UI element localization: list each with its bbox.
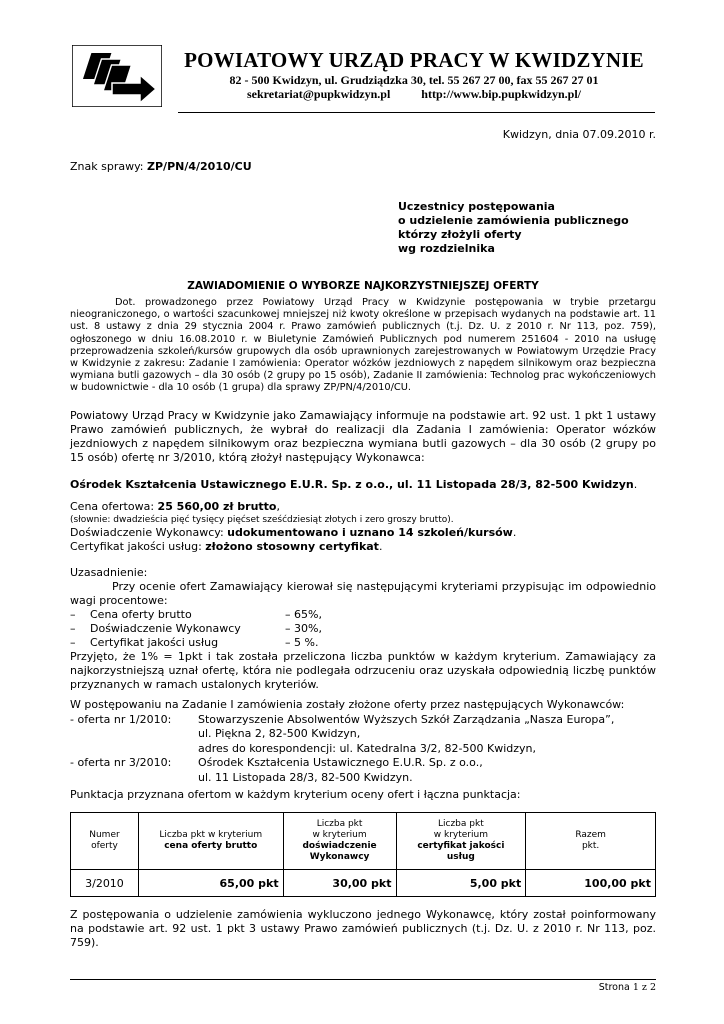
cell-certificate-points: 5,00 pkt [396,870,526,897]
header-line: Liczba pkt w kryterium [159,830,263,840]
experience-end: . [512,526,517,539]
offer-line: ul. 11 Listopada 28/3, 82-500 Kwidzyn. [198,770,413,784]
experience-value: udokumentowano i uznano 14 szkoleń/kursów [227,526,513,539]
header-total [526,813,656,870]
footer-divider [70,979,656,980]
offer-label: - oferta nr 3/2010: [70,756,172,769]
header-line: Liczba pkt [316,819,363,829]
intro-paragraph: Dot. prowadzonego przez Powiatowy Urząd Pracy w Kwidzynie postępowania w trybie przetargu nieograniczonego, o wartości szacunkowej mniejszej niż kwoty określone w przepisach wydanych na podstawie art. 11 ust. 8 ustawy z dnia 29 stycznia 2004 r. Prawo zamówień publicznych (t.j. Dz. U. z 2010 r. Nr 113, poz. 759), ogłoszonego w dniu 16.08.2010 r. w Biuletynie Zamówień Publicznych pod numerem 251604 - 2010 na usługę przeprowadzenia szkoleń/kursów grupowych dla osób uprawnionych zarejestrowanych w Powiatowym Urzędzie Pracy w Kwidzynie z zakresu: Zadanie I zamówienia: Operator wózków jezdniowych z napędem silnikowym oraz bezpieczna wymiana butli gazowych – dla 30 osób (2 grupy po 15 osób), Zadanie II zamówienia: Technolog prac wykończeniowych w budownictwie - dla 10 osób (1 grupa) dla sprawy ZP/PN/4/2010/CU. [70,297,656,394]
criterion-row [70,622,656,636]
header-line: cena oferty brutto [164,841,258,851]
header-line: oferty [91,841,118,851]
page-number: 1 [632,982,639,993]
office-contact [178,87,650,101]
contractor-name: Ośrodek Kształcenia Ustawicznego E.U.R. Sp. z o.o., ul. 11 Listopada 28/3, 82-500 Kwidzyn [70,478,634,491]
header-price-points [138,813,283,870]
criterion-dash: – [70,608,76,621]
office-name: POWIATOWY URZĄD PRACY W KWIDZYNIE [184,48,644,72]
recipient-line: Uczestnicy postępowania [398,200,555,213]
recipients-block [398,200,629,256]
offer-label: - oferta nr 1/2010: [70,712,172,726]
contractor-end: . [633,478,638,491]
header-line: w kryterium [433,830,488,840]
criterion-dash: – [70,636,76,649]
cell-experience-points: 30,00 pkt [283,870,396,897]
experience-line [70,526,516,540]
certificate-value: złożono stosowny certyfikat [205,540,379,553]
recipient-line: o udzielenie zamówienia publicznego [398,214,629,227]
header-line: Razem [575,830,606,840]
header-experience-points [283,813,396,870]
recipient-line: którzy złożyli oferty [398,228,522,241]
document-date: Kwidzyn, dnia 07.09.2010 r. [502,128,656,141]
cell-total: 100,00 pkt [526,870,656,897]
criterion-name: Doświadczenie Wykonawcy [90,622,241,635]
justification-conclusion: Przyjęto, że 1% = 1pkt i tak została przeliczona liczba punktów w każdym kryterium. Zamawiający za najkorzystniejszą uznał ofertę, która nie podlegała odrzuceniu oraz uzyskała odpowiednią liczbę punktów przyznanych w ramach ustalonych kryteriów. [70,650,656,691]
header-line: w kryterium [312,830,367,840]
justification-block [70,566,656,692]
header-divider [178,112,655,113]
price-line [70,500,516,514]
case-number: ZP/PN/4/2010/CU [147,160,252,173]
price-label: Cena ofertowa: [70,500,158,513]
notice-title: ZAWIADOMIENIE O WYBORZE NAJKORZYSTNIEJSZEJ OFERTY [187,280,539,292]
offer-line: adres do korespondencji: ul. Katedralna 3/2, 82-500 Kwidzyn, [198,741,536,755]
office-email[interactable]: sekretariat@pupkwidzyn.pl [246,87,391,101]
offer-item [70,713,656,757]
scoring-intro: Punktacja przyznana ofertom w każdym kryterium oceny ofert i łączna punktacja: [70,788,521,801]
criterion-row [70,636,656,650]
criterion-weight: – 65%, [285,608,322,621]
office-address: 82 - 500 Kwidzyn, ul. Grudziądzka 30, tel. 55 267 27 00, fax 55 267 27 01 [229,73,599,87]
recipient-line: wg rozdzielnika [398,242,495,255]
header-line: pkt. [581,841,600,851]
criterion-dash: – [70,622,76,635]
criterion-weight: – 30%, [285,622,322,635]
closing-paragraph: Z postępowania o udzielenie zamówienia wykluczono jednego Wykonawcę, który został poinformowany na podstawie art. 92 ust. 1 pkt 3 ustawy Prawo zamówień publicznych (t.j. Dz. U. z 2010 r. Nr 113, poz. 759). [70,908,656,949]
page-separator: z [641,982,647,993]
page-label: Strona [598,982,630,993]
header-offer-number [71,813,139,870]
justification-intro: Przy ocenie ofert Zamawiający kierował się następującymi kryteriami przypisując im odpowiednio wagi procentowe: [70,580,656,607]
header-line: certyfikat jakości [417,841,505,851]
cell-offer-number: 3/2010 [71,870,139,897]
selection-paragraph: Powiatowy Urząd Pracy w Kwidzynie jako Zamawiający informuje na podstawie art. 92 ust. 1 pkt 1 ustawy Prawo zamówień publicznych, że wybrał do realizacji dla Zadania I zamówienia: Operator wózków jezdniowych z napędem silnikowym oraz bezpieczna wymiana butli gazowych – dla 30 osób (2 grupy po 15 osób) ofertę nr 3/2010, którą złożył następujący Wykonawca: [70,409,656,464]
certificate-end: . [378,540,383,553]
criterion-weight: – 5 %. [285,636,319,649]
price-in-words: (słownie: dwadzieścia pięć tysięcy pięćset sześćdziesiąt złotych i zero groszy brutto). [70,515,454,525]
page-total: 2 [649,982,656,993]
offer-line: Ośrodek Kształcenia Ustawicznego E.U.R. Sp. z o.o., [198,756,483,769]
header-line: Wykonawcy [309,852,370,862]
offer-line: ul. Piękna 2, 82-500 Kwidzyn, [198,727,361,740]
table-header-row [71,813,656,870]
offer-line: Stowarzyszenie Absolwentów Wyższych Szkół Zarządzania „Nasza Europa”, [198,712,615,726]
criterion-name: Cena oferty brutto [90,608,192,621]
experience-label: Doświadczenie Wykonawcy: [70,526,228,539]
office-website[interactable]: http://www.bip.pupkwidzyn.pl/ [421,87,582,101]
offers-block [70,698,656,785]
header-line: Numer [89,830,120,840]
scoring-table [70,812,656,897]
case-reference [70,160,252,173]
price-value: 25 560,00 zł brutto [157,500,277,513]
offer-item [70,756,656,785]
price-end: , [276,500,280,513]
office-logo [72,45,162,107]
offer-details [70,500,516,554]
offers-intro: W postępowaniu na Zadanie I zamówienia zostały złożone oferty przez następujących Wykonawców: [70,698,625,711]
certificate-label: Certyfikat jakości usług: [70,540,206,553]
criterion-name: Certyfikat jakości usług [90,636,219,649]
header-certificate-points [396,813,526,870]
header-line: doświadczenie [302,841,377,851]
case-label: Znak sprawy: [70,160,144,173]
justification-heading: Uzasadnienie: [70,566,148,579]
table-row [71,870,656,897]
cell-price-points: 65,00 pkt [138,870,283,897]
page-footer [599,982,656,993]
criterion-row [70,608,656,622]
selected-contractor [70,478,637,491]
header-line: Liczba pkt [438,819,484,829]
header-line: usług [446,852,475,862]
certificate-line [70,540,516,554]
